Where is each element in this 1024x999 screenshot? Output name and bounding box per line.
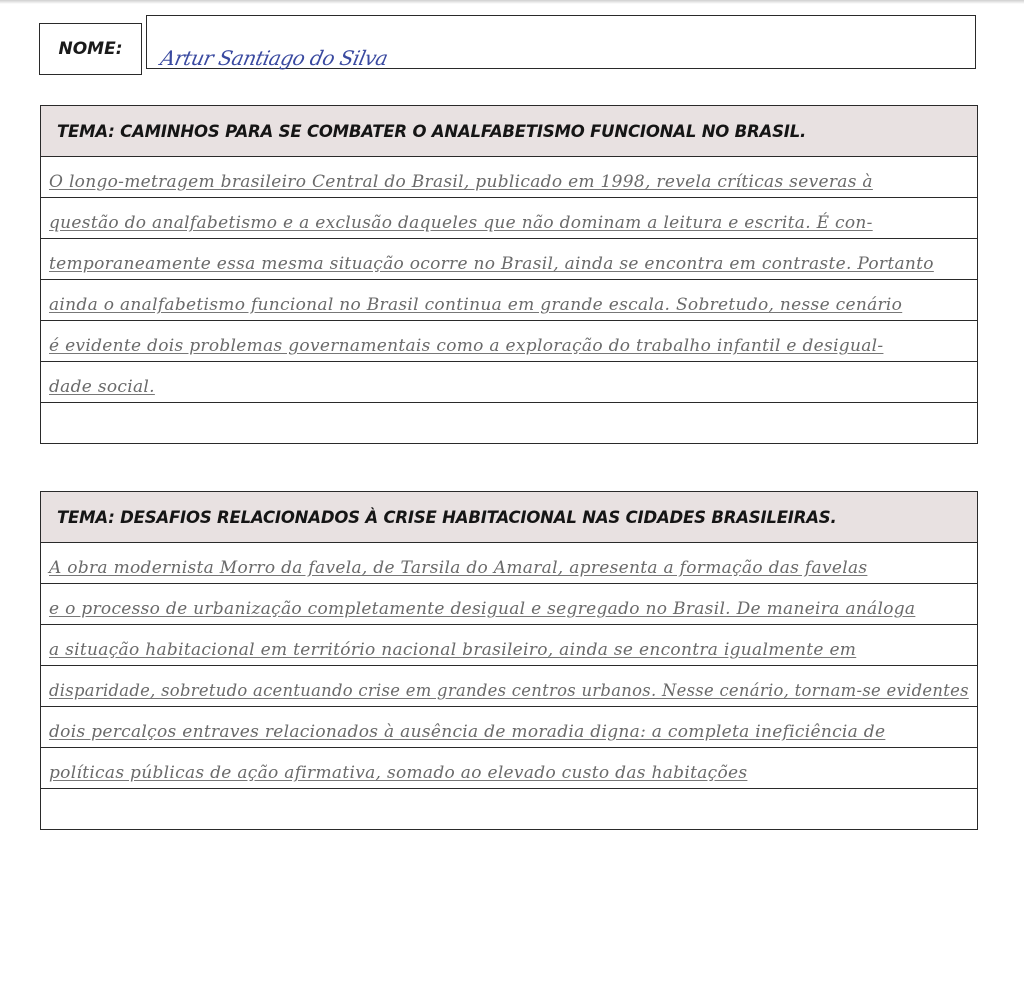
handwritten-line: temporaneamente essa mesma situação ocorre no Brasil, ainda se encontra em contraste. Portanto [49,254,934,274]
handwritten-line: é evidente dois problemas governamentais como a exploração do trabalho infantil e desigual- [49,336,884,356]
writing-line[interactable] [41,362,977,403]
essay-1 [40,105,978,444]
writing-line[interactable] [41,789,977,830]
writing-line[interactable] [41,707,977,748]
handwritten-line: O longo-metragem brasileiro Central do Brasil, publicado em 1998, revela críticas severas à [49,172,873,192]
handwritten-line: políticas públicas de ação afirmativa, somado ao elevado custo das habitações [49,763,748,783]
essay-1-header [40,105,978,157]
scan-edge [0,0,1024,4]
handwritten-line: dade social. [49,377,155,397]
writing-line[interactable] [41,625,977,666]
handwritten-line: disparidade, sobretudo acentuando crise em grandes centros urbanos. Nesse cenário, tornam-se evidentes [49,681,969,701]
name-label: NOME: [58,39,123,59]
essay-2-lines[interactable] [40,543,978,830]
handwritten-line: dois percalços entraves relacionados à ausência de moradia digna: a completa ineficiência de [49,722,886,742]
writing-line[interactable] [41,584,977,625]
writing-line[interactable] [41,748,977,789]
writing-line[interactable] [41,280,977,321]
handwritten-line: questão do analfabetismo e a exclusão daqueles que não dominam a leitura e escrita. É con- [49,213,873,233]
essay-1-lines[interactable] [40,157,978,444]
handwritten-line: e o processo de urbanização completamente desigual e segregado no Brasil. De maneira análoga [49,599,916,619]
writing-line[interactable] [41,666,977,707]
essay-2-header [40,491,978,543]
essay-2 [40,491,978,830]
writing-line[interactable] [41,403,977,444]
writing-line[interactable] [41,543,977,584]
writing-line[interactable] [41,198,977,239]
name-label-box [39,23,142,75]
handwritten-line: a situação habitacional em território nacional brasileiro, ainda se encontra igualmente em [49,640,857,660]
essay-1-title: TEMA: CAMINHOS PARA SE COMBATER O ANALFABETISMO FUNCIONAL NO BRASIL. [57,121,807,141]
essay-2-title: TEMA: DESAFIOS RELACIONADOS À CRISE HABITACIONAL NAS CIDADES BRASILEIRAS. [57,507,837,527]
name-value-handwritten: Artur Santiago do Silva [158,46,390,70]
handwritten-line: A obra modernista Morro da favela, de Tarsila do Amaral, apresenta a formação das favelas [49,558,868,578]
writing-line[interactable] [41,239,977,280]
handwritten-line: ainda o analfabetismo funcional no Brasil continua em grande escala. Sobretudo, nesse cenário [49,295,903,315]
writing-line[interactable] [41,321,977,362]
writing-line[interactable] [41,157,977,198]
name-field[interactable] [146,15,976,69]
